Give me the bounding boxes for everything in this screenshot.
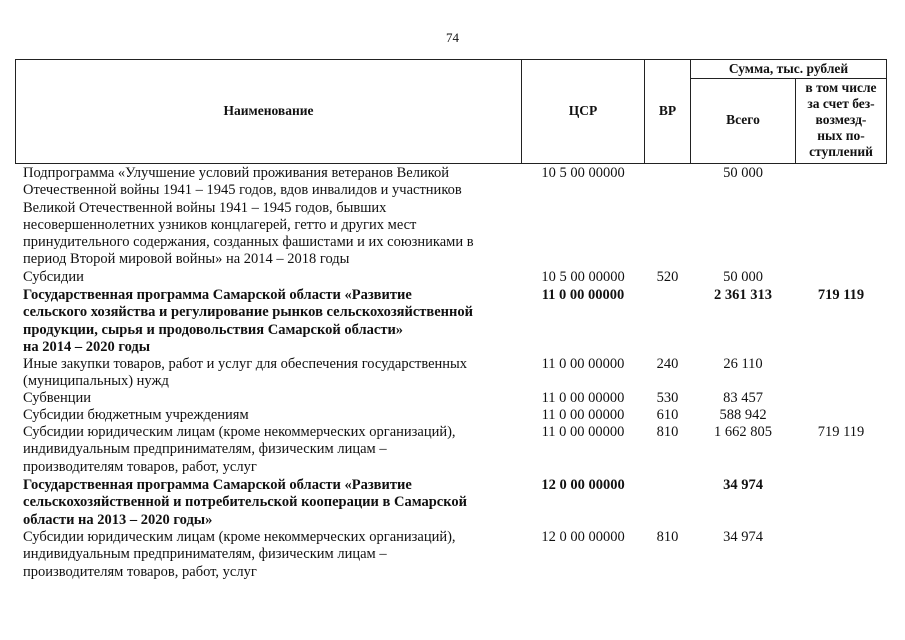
- row-name-line: Великой Отечественной войны 1941 – 1945 годов, бывших: [23, 199, 387, 216]
- row-csr: 11 0 00 00000: [541, 390, 625, 406]
- row-name-line: Субсидии юридическим лицам (кроме некоммерческих организаций),: [23, 424, 456, 440]
- row-total: 83 457: [723, 390, 763, 406]
- header-gratuitous-line: ступлений: [809, 144, 873, 159]
- row-name: [23, 287, 513, 356]
- row-name-line: производителям товаров, работ, услуг: [23, 458, 257, 475]
- row-vr: 610: [656, 407, 679, 423]
- row-total: 2 361 313: [714, 287, 772, 303]
- row-csr: 12 0 00 00000: [541, 477, 625, 493]
- row-name-line: на 2014 – 2020 годы: [23, 338, 151, 355]
- header-vr: ВР: [658, 103, 677, 118]
- header-total: Всего: [726, 112, 760, 127]
- row-name: [23, 165, 513, 269]
- row-name-line: сельского хозяйства и регулирование рынков сельскохозяйственной: [23, 304, 473, 321]
- row-name-line: Субсидии бюджетным учреждениям: [23, 407, 249, 423]
- row-csr: 11 0 00 00000: [541, 356, 625, 372]
- row-name: [23, 269, 513, 286]
- header-gratuitous-line: за счет без-: [807, 96, 875, 111]
- page-number: 74: [446, 30, 459, 45]
- header-csr: ЦСР: [568, 103, 598, 118]
- row-name-line: Субсидии: [23, 269, 84, 285]
- row-total: 34 974: [723, 529, 763, 545]
- row-csr: 12 0 00 00000: [541, 529, 625, 545]
- row-gratuitous: 719 119: [817, 424, 865, 440]
- row-vr: 240: [656, 356, 679, 372]
- header-gratuitous-line: возмезд-: [815, 112, 867, 127]
- row-name-line: период Второй мировой войны» на 2014 – 2018 годы: [23, 251, 350, 268]
- row-name-line: принудительного содержания, созданных фашистами и их союзниками в: [23, 234, 474, 251]
- header-sum-group: Сумма, тыс. рублей: [728, 61, 849, 76]
- row-name-line: Субвенции: [23, 390, 91, 406]
- row-total: 26 110: [723, 356, 763, 372]
- row-csr: 11 0 00 00000: [541, 424, 625, 440]
- row-name-line: продукции, сырья и продовольствия Самарской области»: [23, 321, 404, 338]
- row-csr: 11 0 00 00000: [541, 407, 625, 423]
- row-name: [23, 477, 513, 529]
- row-gratuitous: 719 119: [817, 287, 865, 303]
- row-csr: 10 5 00 00000: [541, 269, 625, 285]
- row-name-line: индивидуальным предпринимателям, физическим лицам –: [23, 546, 387, 563]
- row-name-line: несовершеннолетних узников концлагерей, гетто и других мест: [23, 216, 417, 233]
- row-name: [23, 356, 513, 391]
- row-name-line: сельскохозяйственной и потребительской кооперации в Самарской: [23, 494, 467, 511]
- header-gratuitous: [796, 80, 886, 160]
- row-name: [23, 390, 513, 407]
- row-name-line: индивидуальным предпринимателям, физическим лицам –: [23, 441, 387, 458]
- row-total: 50 000: [723, 165, 763, 181]
- header-name: Наименование: [223, 103, 314, 118]
- row-name-line: Субсидии юридическим лицам (кроме некоммерческих организаций),: [23, 529, 456, 545]
- row-total: 1 662 805: [714, 424, 772, 440]
- row-csr: 10 5 00 00000: [541, 165, 625, 181]
- row-name-line: производителям товаров, работ, услуг: [23, 563, 257, 580]
- row-vr: 810: [656, 529, 679, 545]
- row-vr: 530: [656, 390, 679, 406]
- row-vr: 810: [656, 424, 679, 440]
- row-total: 588 942: [719, 407, 767, 423]
- row-name-line: Государственная программа Самарской области «Развитие: [23, 287, 412, 303]
- row-name-line: Подпрограмма «Улучшение условий проживания ветеранов Великой: [23, 165, 450, 181]
- row-name-line: Государственная программа Самарской области «Развитие: [23, 477, 412, 493]
- row-csr: 11 0 00 00000: [541, 287, 625, 303]
- row-vr: 520: [656, 269, 679, 285]
- row-total: 50 000: [723, 269, 763, 285]
- header-gratuitous-line: ных по-: [817, 128, 865, 143]
- row-name: [23, 407, 513, 424]
- header-gratuitous-line: в том числе: [805, 80, 877, 95]
- row-name: [23, 529, 513, 581]
- row-name: [23, 424, 513, 476]
- row-total: 34 974: [723, 477, 763, 493]
- row-name-line: области на 2013 – 2020 годы»: [23, 511, 213, 528]
- row-name-line: (муниципальных) нужд: [23, 373, 169, 390]
- row-name-line: Иные закупки товаров, работ и услуг для обеспечения государственных: [23, 356, 468, 372]
- row-name-line: Отечественной войны 1941 – 1945 годов, вдов инвалидов и участников: [23, 182, 462, 199]
